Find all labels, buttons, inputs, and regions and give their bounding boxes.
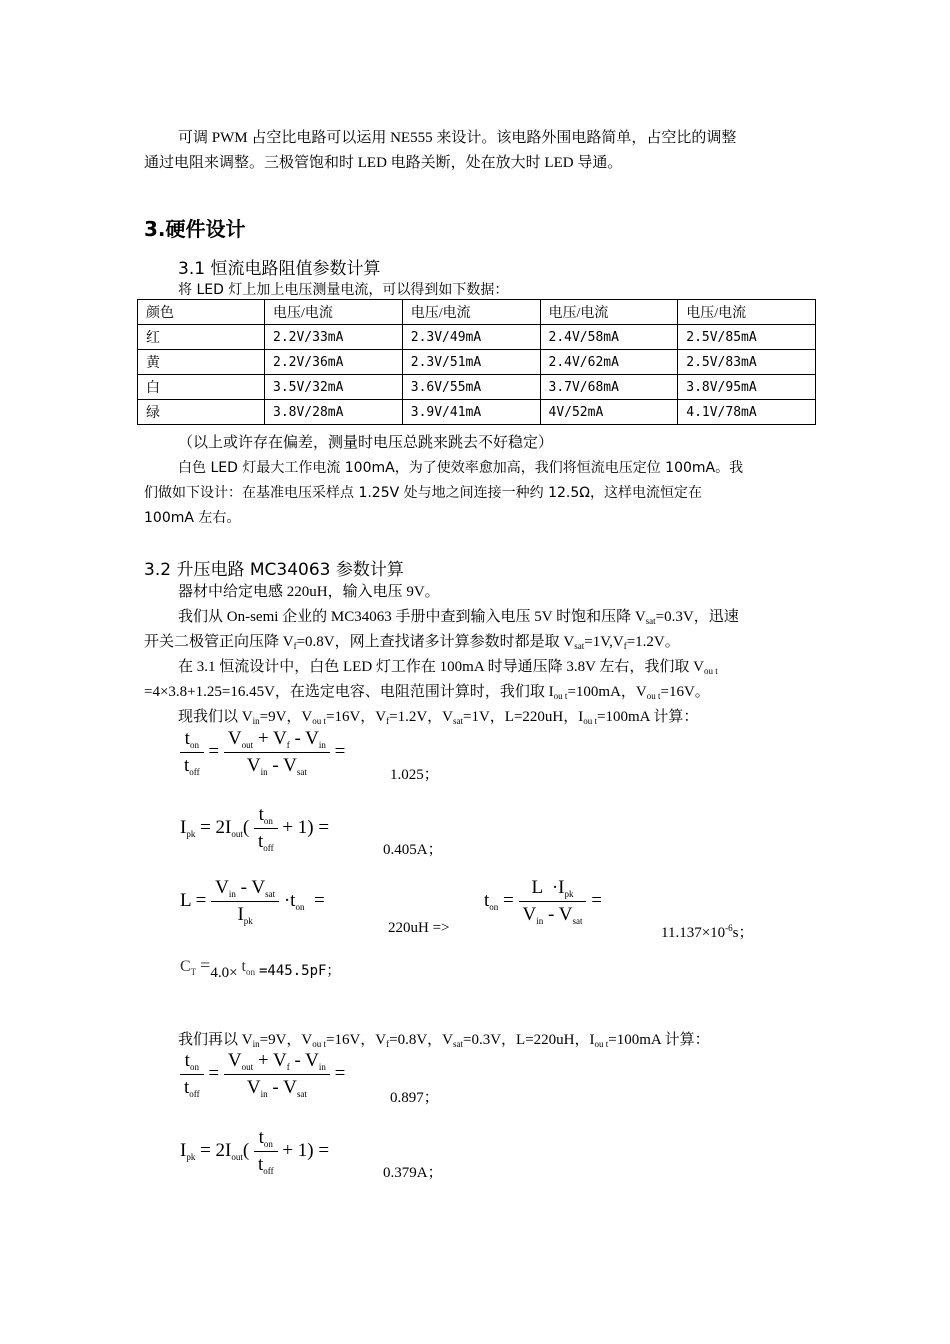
table-cell: 2.4V/58mA <box>540 325 678 350</box>
s31-para-3: 100mA 左右。 <box>144 510 241 526</box>
formula-on-time: $t_{on}$ = $\frac{L \cdot I_{pk}}{V_{in} - V_{sat}}$ = <box>484 877 602 926</box>
formula-inductance: L = $\frac{V_{in} - V_{sat}}{I_{pk}}$ $\cdot t_{on}$ = <box>180 877 325 926</box>
table-note: （以上或许存在偏差，测量时电压总跳来跳去不好稳定） <box>178 433 554 451</box>
result-5: 0.897； <box>390 1090 439 1106</box>
s32-para-2: 我们从 On-semi 企业的 MC34063 手册中查到输入电压 5V 时饱和压降 $V_{sat}=0.3V$，迅速 <box>178 609 739 626</box>
table-cell: 3.8V/95mA <box>678 375 816 400</box>
s32-para-6: 现我们以 $V_{in}=9V$，$V_{ou t}=16V$，$V_f=1.2V$，$V_{sat}=1V$，L=220uH，$I_{ou t}=100mA$ 计算： <box>178 709 699 726</box>
section-3-2-title: 3.2 升压电路 MC34063 参数计算 <box>144 560 404 580</box>
row-color: 红 <box>138 325 247 350</box>
formula-duty-ratio-1: $\frac{t_{on}}{t_{off}}$ = $\frac{V_{out} + V_f - V_{in}}{V_{in} - V_{sat}}$ = <box>180 728 345 777</box>
header-col-1: 电压/电流 <box>265 300 403 325</box>
table-cell: 3.7V/68mA <box>540 375 678 400</box>
led-measurement-table <box>137 299 816 425</box>
formula-peak-current-2: $I_{pk} = 2I_{out}$( $\frac{t_{on}}{t_{off}}$ + 1) = <box>180 1127 330 1176</box>
s32-para-7: 我们再以 $V_{in}=9V$，$V_{ou t}=16V$，$V_f=0.8V$，$V_{sat}=0.3V$，L=220uH，$I_{ou t}=100mA$ 计算： <box>178 1032 710 1049</box>
table-cell: 4V/52mA <box>540 400 678 425</box>
formula-timing-capacitor: $C_T =4.0\times t_{on} =445.5pF$； <box>180 955 341 981</box>
row-spacer <box>246 350 265 375</box>
table-cell: 2.5V/83mA <box>678 350 816 375</box>
s32-para-3: 开关二极管正向压降 $V_f=0.8V$，网上查找诸多计算参数时都是取 $V_{sat}=1V,V_f=1.2V$。 <box>144 634 680 651</box>
table-cell: 2.2V/36mA <box>265 350 403 375</box>
s32-para-5: =4×3.8+1.25=16.45V，在选定电容、电阻范围计算时，我们取 $I_{ou t}=100mA$，$V_{ou t}=16V$。 <box>144 684 710 701</box>
section-3-1-title: 3.1 恒流电路阻值参数计算 <box>178 259 381 279</box>
s31-para-2: 们做如下设计：在基准电压采样点 1.25V 处与地之间连接一种约 12.5Ω，这样电流恒定在 <box>144 485 702 501</box>
intro-line-1: 可调 PWM 占空比电路可以运用 NE555 来设计。该电路外围电路简单，占空比的调整 <box>178 130 737 146</box>
table-cell: 2.3V/49mA <box>402 325 540 350</box>
header-col-3: 电压/电流 <box>540 300 678 325</box>
row-spacer <box>246 325 265 350</box>
table-cell: 3.5V/32mA <box>265 375 403 400</box>
table-cell: 3.9V/41mA <box>402 400 540 425</box>
table-cell: 4.1V/78mA <box>678 400 816 425</box>
result-1: 1.025； <box>390 767 439 783</box>
table-cell: 3.6V/55mA <box>402 375 540 400</box>
row-spacer <box>246 400 265 425</box>
table-cell: 2.2V/33mA <box>265 325 403 350</box>
section-3-title: 3.硬件设计 <box>144 217 246 241</box>
intro-line-2: 通过电阻来调整。三极管饱和时 LED 电路关断，处在放大时 LED 导通。 <box>144 155 623 171</box>
formula-duty-ratio-2: $\frac{t_{on}}{t_{off}}$ = $\frac{V_{out} + V_f - V_{in}}{V_{in} - V_{sat}}$ = <box>180 1050 345 1099</box>
s32-para-4: 在 3.1 恒流设计中，白色 LED 灯工作在 100mA 时导通压降 3.8V 左右，我们取 $V_{ou t}$ <box>178 659 718 676</box>
table-cell: 2.4V/62mA <box>540 350 678 375</box>
table-row <box>138 375 816 400</box>
s32-para-1: 器材中给定电感 220uH，输入电压 9V。 <box>178 584 440 600</box>
s31-para-1: 白色 LED 灯最大工作电流 100mA，为了使效率愈加高，我们将恒流电压定位 100mA。我 <box>178 460 744 476</box>
row-color: 白 <box>138 375 247 400</box>
header-color: 颜色 <box>138 300 247 325</box>
result-6: 0.379A； <box>383 1165 443 1181</box>
result-3: 220uH => <box>388 920 450 936</box>
result-4: $11.137\times 10^{-6}s$； <box>661 923 754 941</box>
table-cell: 2.3V/51mA <box>402 350 540 375</box>
table-row <box>138 350 816 375</box>
row-color: 绿 <box>138 400 247 425</box>
row-spacer <box>246 375 265 400</box>
table-cell: 3.8V/28mA <box>265 400 403 425</box>
row-color: 黄 <box>138 350 247 375</box>
header-col-4: 电压/电流 <box>678 300 816 325</box>
table-header-row <box>138 300 816 325</box>
formula-peak-current-1: $I_{pk} = 2I_{out}$( $\frac{t_{on}}{t_{off}}$ + 1) = <box>180 804 330 853</box>
result-2: 0.405A； <box>383 842 443 858</box>
table-intro: 将 LED 灯上加上电压测量电流，可以得到如下数据： <box>178 282 509 298</box>
header-col-2: 电压/电流 <box>402 300 540 325</box>
table-row <box>138 325 816 350</box>
table-cell: 2.5V/85mA <box>678 325 816 350</box>
header-spacer <box>246 300 265 325</box>
table-row <box>138 400 816 425</box>
